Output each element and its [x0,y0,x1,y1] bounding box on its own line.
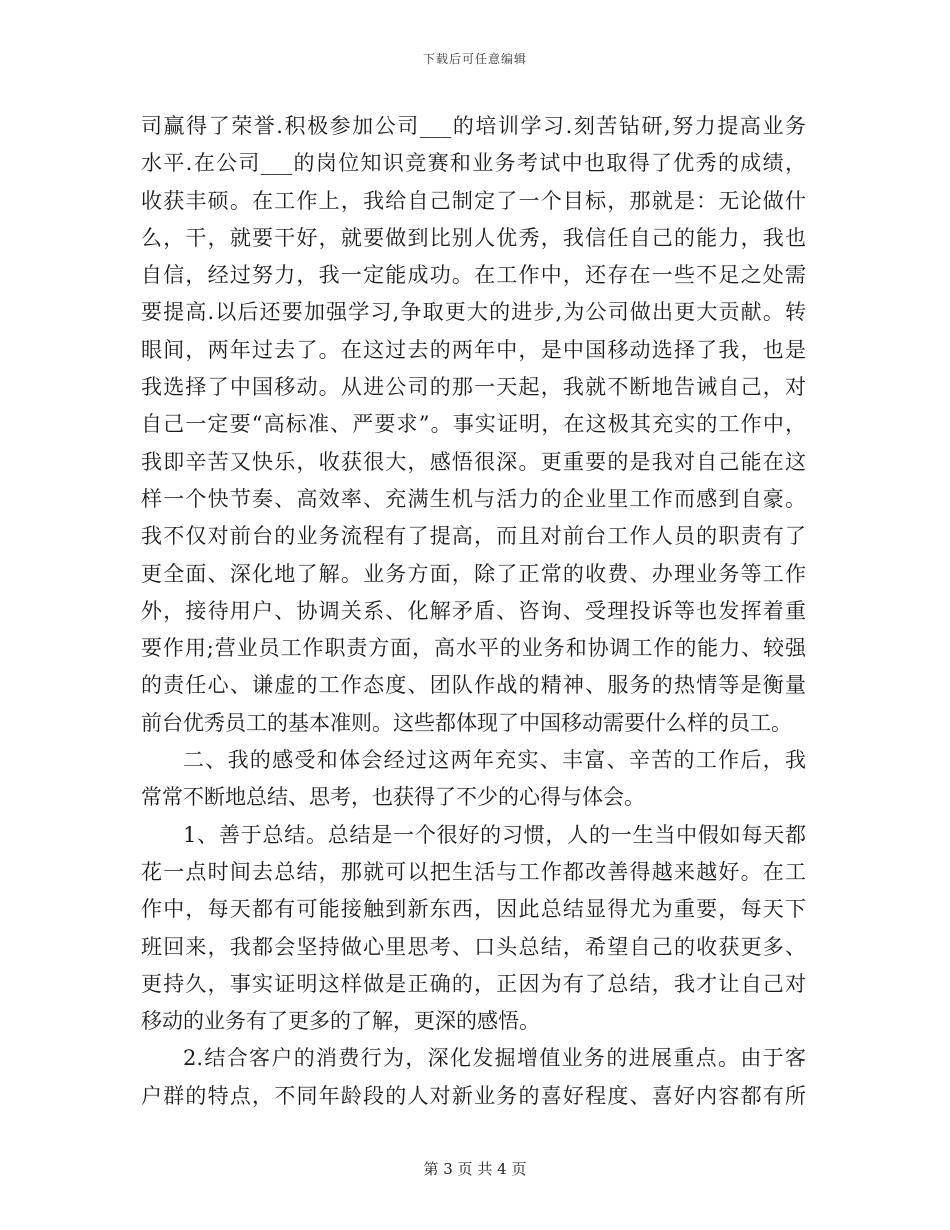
text-line: 常常不断地总结、思考，也获得了不少的心得与体会。 [141,785,645,810]
text-line: 样一个快节奏、高效率、充满生机与活力的企业里工作而感到自豪。 [141,486,806,511]
text-line: 自信，经过努力，我一定能成功。在工作中，还存在一些不足之处需 [141,263,806,288]
text-line: 眼间，两年过去了。在这过去的两年中，是中国移动选择了我，也是 [141,337,806,362]
text-line: 司赢得了荣誉.积极参加公司___的培训学习.刻苦钻研,努力提高业务 [141,114,806,138]
text-line: 二、我的感受和体会经过这两年充实、丰富、辛苦的工作后，我 [183,748,806,773]
document-body [141,108,806,1115]
page-number: 第 3 页 共 4 页 [423,1160,527,1178]
text-line: 更持久，事实证明这样做是正确的，正因为有了总结，我才让自己对 [141,971,806,996]
text-line: 前台优秀员工的基本准则。这些都体现了中国移动需要什么样的员工。 [141,710,792,735]
text-line: 我选择了中国移动。从进公司的那一天起，我就不断地告诫自己，对 [141,375,806,400]
text-line: 我不仅对前台的业务流程有了提高，而且对前台工作人员的职责有了 [141,524,806,549]
text-line: 户群的特点，不同年龄段的人对新业务的喜好程度、喜好内容都有所 [141,1083,806,1108]
text-line: 移动的业务有了更多的了解，更深的感悟。 [141,1009,540,1034]
text-line: 收获丰硕。在工作上，我给自己制定了一个目标，那就是：无论做什 [141,188,806,213]
text-line: 我即辛苦又快乐，收获很大，感悟很深。更重要的是我对自己能在这 [141,449,806,474]
text-line: 自己一定要“高标准、严要求”。事实证明，在这极其充实的工作中， [141,412,806,437]
text-line: 水平.在公司___的岗位知识竞赛和业务考试中也取得了优秀的成绩， [141,151,806,176]
text-line: 班回来，我都会坚持做心里思考、口头总结，希望自己的收获更多、 [141,934,806,959]
text-line: 的责任心、谦虚的工作态度、团队作战的精神、服务的热情等是衡量 [141,673,806,698]
text-line: 作中，每天都有可能接触到新东西，因此总结显得尤为重要，每天下 [141,897,806,922]
text-line: 要提高.以后还要加强学习,争取更大的进步,为公司做出更大贡献。转 [141,300,806,325]
text-line: 要作用;营业员工作职责方面，高水平的业务和协调工作的能力、较强 [141,636,806,661]
text-line: 2.结合客户的消费行为，深化发掘增值业务的进展重点。由于客 [183,1046,806,1071]
text-line: 1、善于总结。总结是一个很好的习惯，人的一生当中假如每天都 [183,822,806,847]
text-line: 更全面、深化地了解。业务方面，除了正常的收费、办理业务等工作 [141,561,806,586]
text-line: 么，干，就要干好，就要做到比别人优秀，我信任自己的能力，我也 [141,225,806,250]
text-line: 外，接待用户、协调关系、化解矛盾、咨询、受理投诉等也发挥着重 [141,598,806,623]
page-header: 下载后可任意编辑 [422,52,527,66]
text-line: 花一点时间去总结，那就可以把生活与工作都改善得越来越好。在工 [141,859,806,884]
